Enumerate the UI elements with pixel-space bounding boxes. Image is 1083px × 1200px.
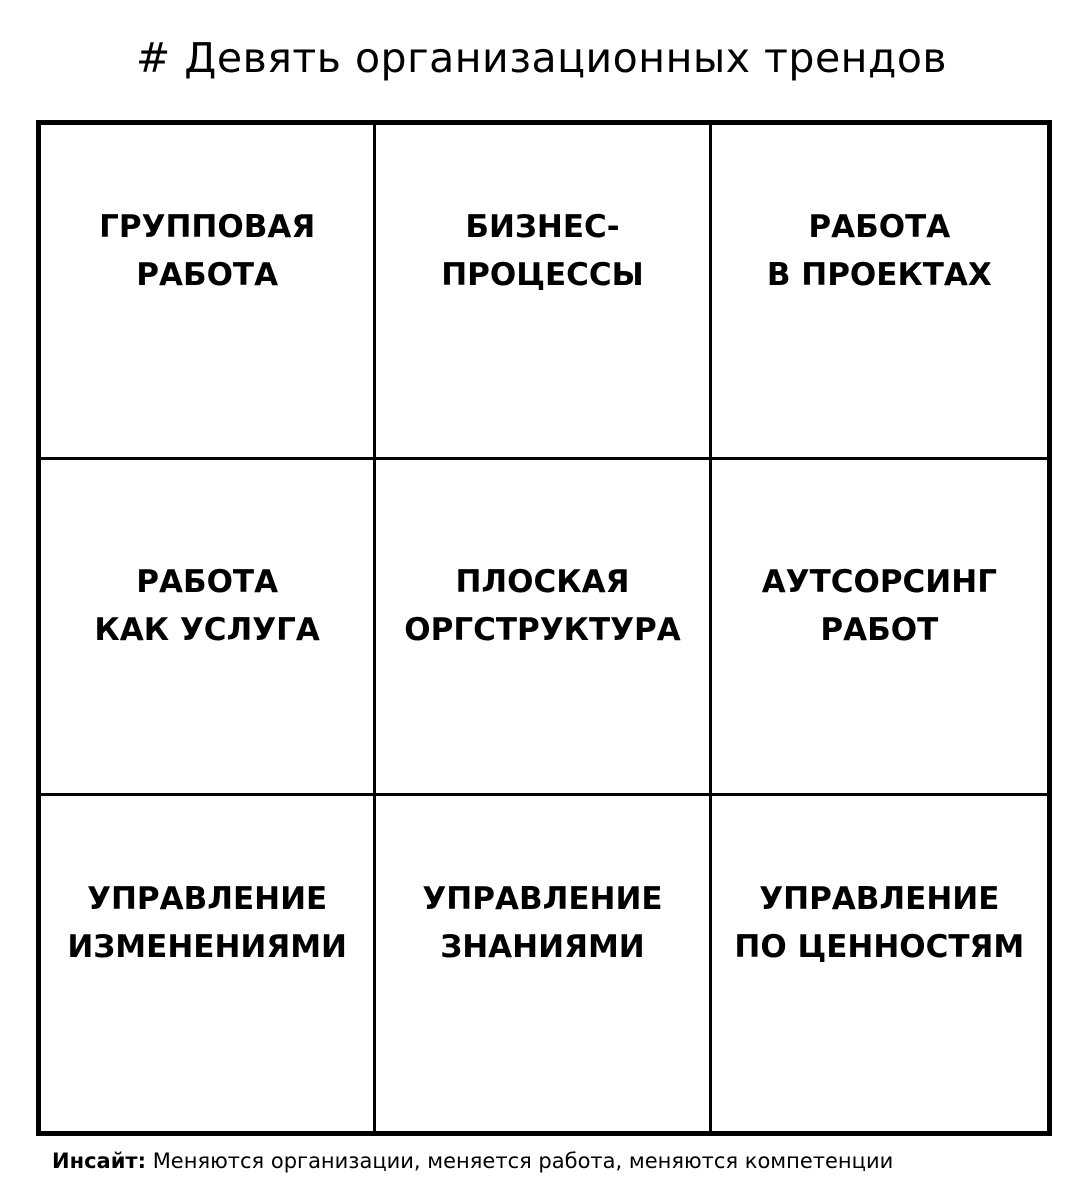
- insight-label: Инсайт:: [52, 1149, 146, 1173]
- cell-label: РАБОТА В ПРОЕКТАХ: [766, 209, 992, 294]
- grid-cell: [376, 796, 711, 1131]
- page-title: # Девять организационных трендов: [135, 34, 948, 82]
- cell-label: АУТСОРСИНГ РАБОТ: [761, 564, 997, 649]
- grid-cell: [376, 125, 711, 460]
- insight-footer: [52, 1146, 893, 1176]
- grid-cell: [712, 125, 1047, 460]
- cell-label: РАБОТА КАК УСЛУГА: [94, 564, 320, 649]
- grid-cell: [376, 460, 711, 795]
- cell-label: УПРАВЛЕНИЕ ЗНАНИЯМИ: [422, 881, 663, 966]
- cell-label: УПРАВЛЕНИЕ ПО ЦЕННОСТЯМ: [734, 881, 1025, 966]
- cell-label: УПРАВЛЕНИЕ ИЗМЕНЕНИЯМИ: [67, 881, 347, 966]
- cell-label: ГРУППОВАЯ РАБОТА: [99, 209, 316, 294]
- grid-cell: [41, 796, 376, 1131]
- trends-grid: [36, 120, 1052, 1136]
- grid-cell: [712, 460, 1047, 795]
- cell-label: БИЗНЕС- ПРОЦЕССЫ: [441, 209, 644, 294]
- grid-cell: [712, 796, 1047, 1131]
- grid-cell: [41, 125, 376, 460]
- insight-text: Меняются организации, меняется работа, меняются компетенции: [152, 1149, 894, 1173]
- grid-cell: [41, 460, 376, 795]
- cell-label: ПЛОСКАЯ ОРГСТРУКТУРА: [404, 564, 681, 649]
